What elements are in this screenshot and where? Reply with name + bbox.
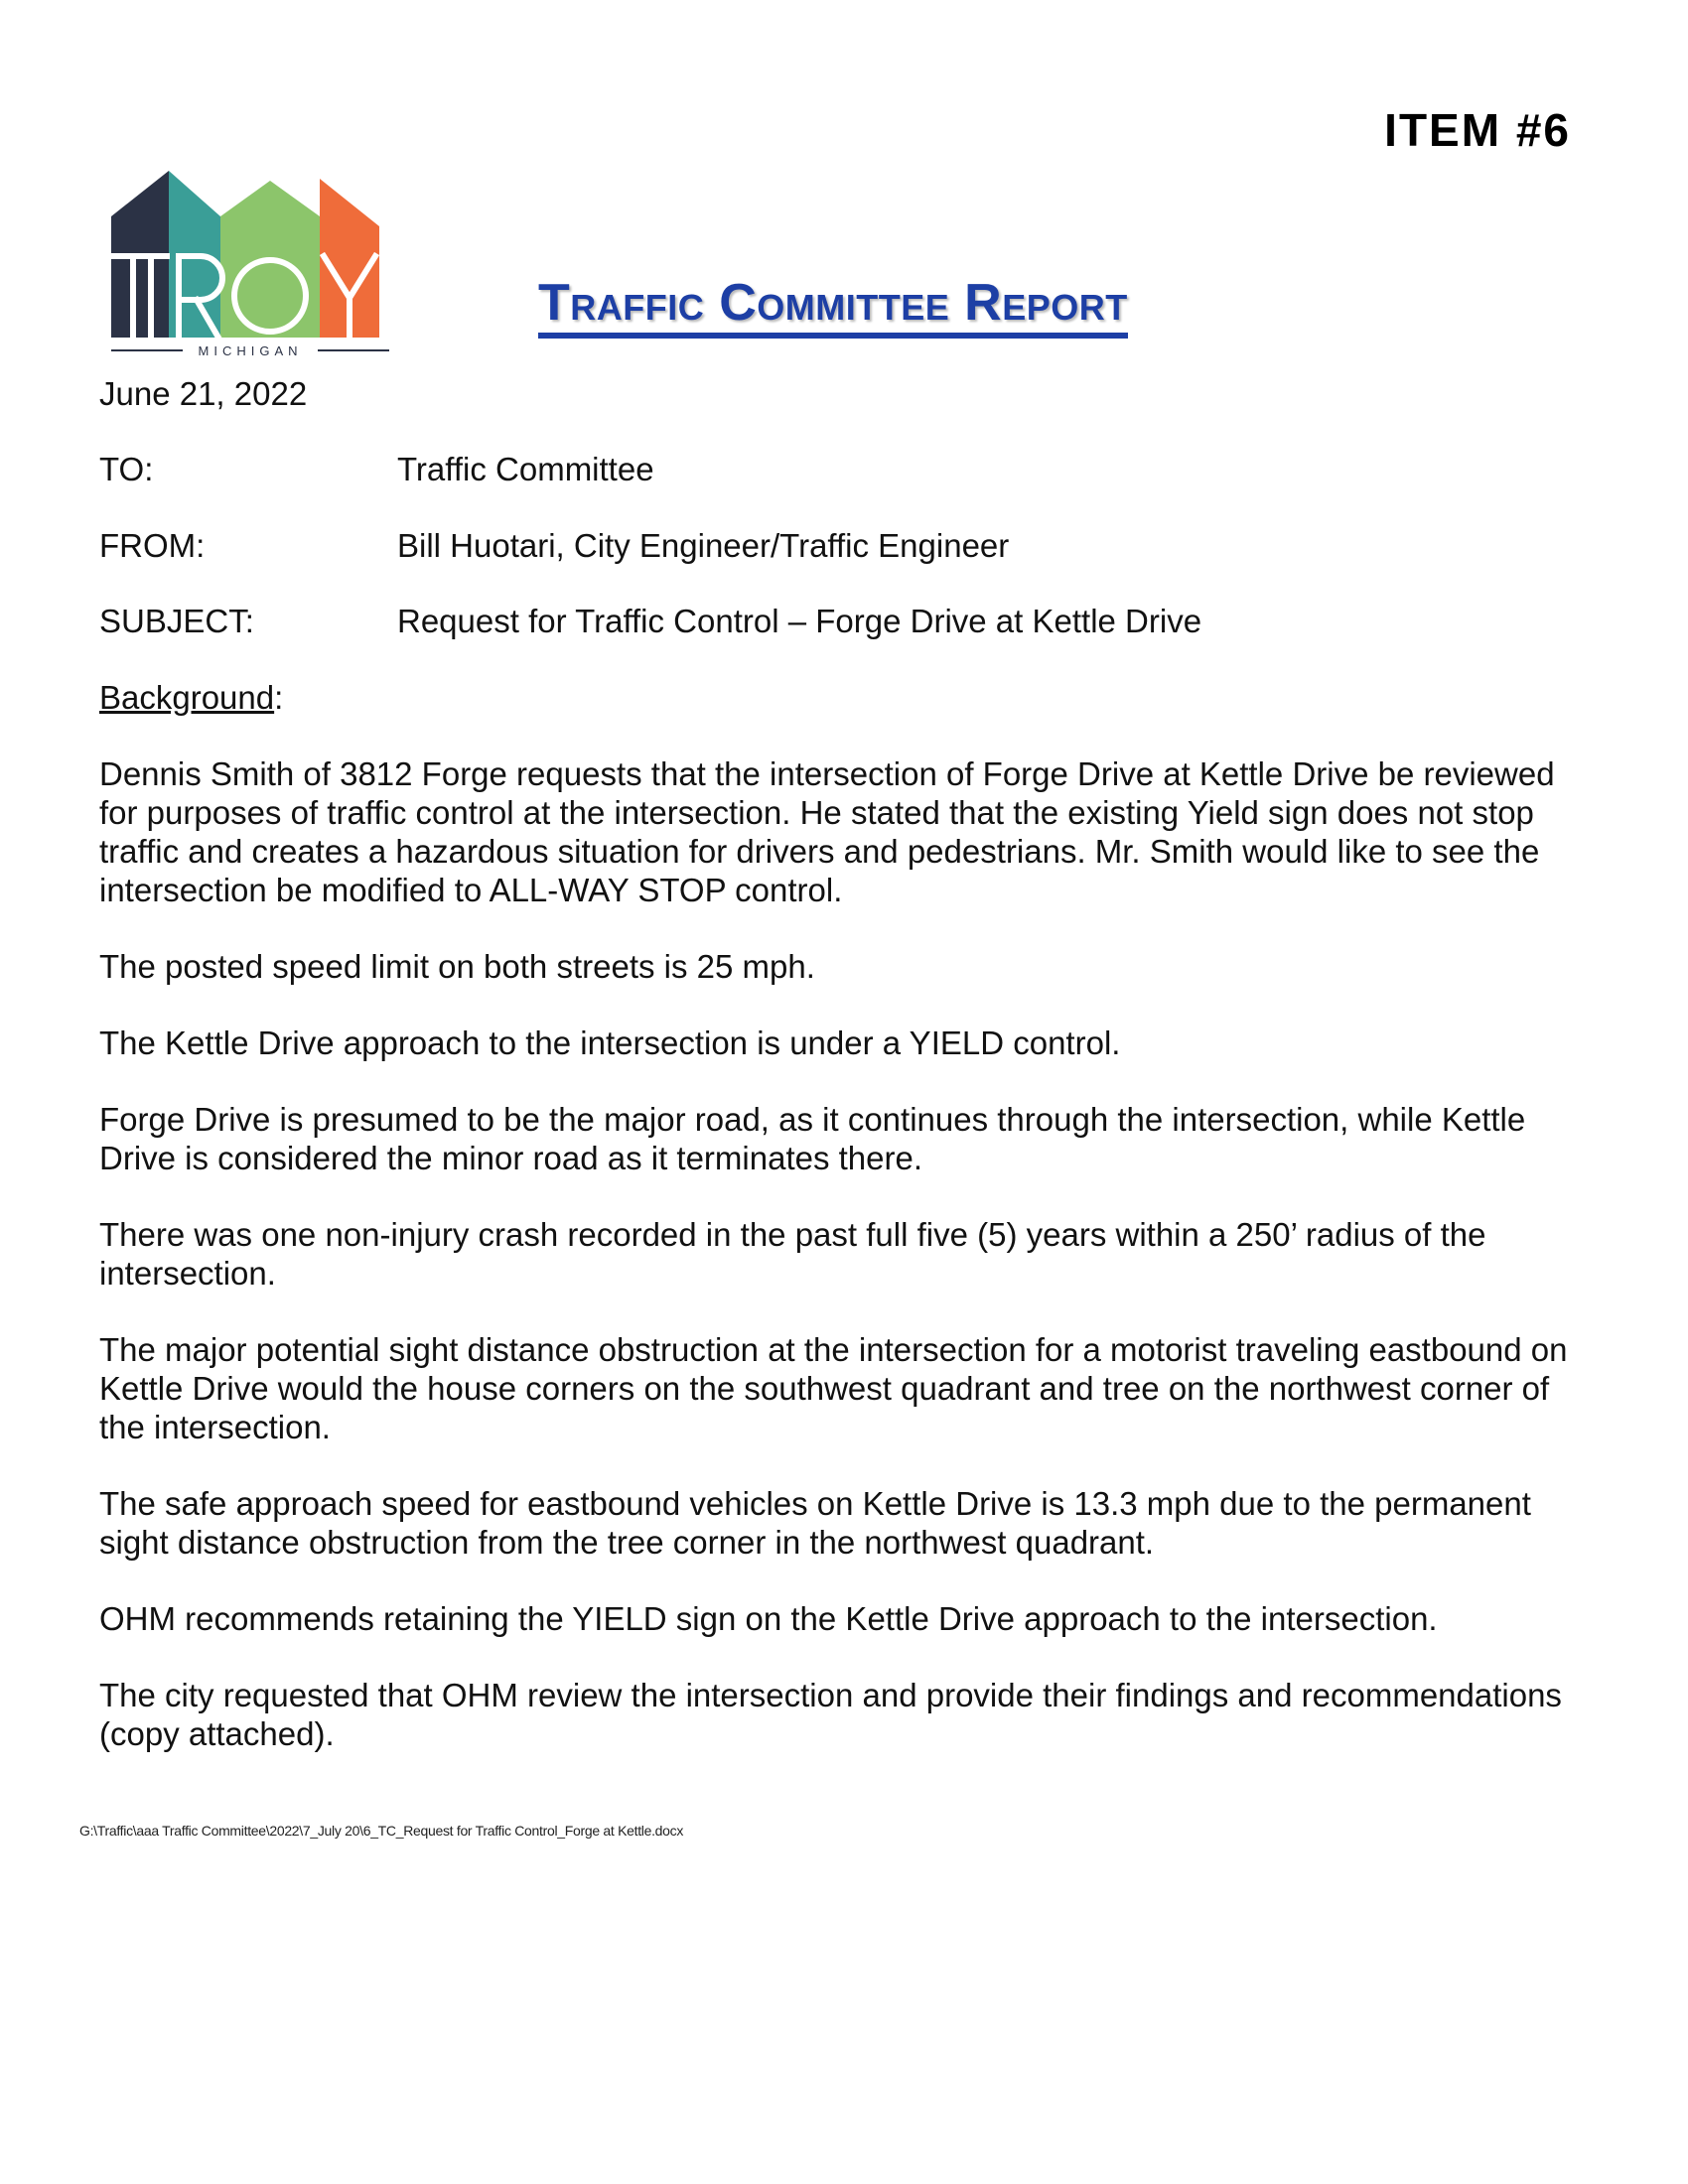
paragraph-ohm-review: The city requested that OHM review the intersection and provide their findings and recommendations (copy attached). — [99, 1677, 1562, 1752]
logo-subtitle: MICHIGAN — [198, 343, 303, 357]
paragraph-crash-history: There was one non-injury crash recorded in the past full five (5) years within a 250’ radius of the intersection. — [99, 1216, 1486, 1292]
paragraph-major-road: Forge Drive is presumed to be the major road, as it continues through the intersection, while Kettle Drive is considered the minor road as it terminates there. — [99, 1101, 1526, 1176]
paragraph-safe-speed: The safe approach speed for eastbound vehicles on Kettle Drive is 13.3 mph due to the permanent sight distance obstruction from the tree corner in the northwest quadrant. — [99, 1485, 1531, 1561]
memo-to-value: Traffic Committee — [397, 451, 654, 487]
paragraph-speed-limit: The posted speed limit on both streets is 25 mph. — [99, 948, 815, 985]
paragraph-yield-control: The Kettle Drive approach to the intersection is under a YIELD control. — [99, 1024, 1121, 1061]
paragraph-request: Dennis Smith of 3812 Forge requests that the intersection of Forge Drive at Kettle Drive be reviewed for purposes of traffic control at the intersection. He stated that the existing Yield sign does not stop traffic and creates a hazardous situation for drivers and pedestrians. Mr. Smith would like to see the intersection be modified to ALL-WAY STOP control. — [99, 755, 1555, 908]
item-number: ITEM #6 — [1384, 104, 1571, 156]
memo-from-label: FROM: — [99, 527, 206, 564]
report-title: Traffic Committee Report — [538, 276, 1128, 339]
paragraph-recommendation: OHM recommends retaining the YIELD sign on the Kettle Drive approach to the intersection. — [99, 1600, 1438, 1637]
memo-subject-value: Request for Traffic Control – Forge Drive at Kettle Drive — [397, 603, 1202, 639]
troy-michigan-logo — [111, 169, 389, 357]
file-path-footer: G:\Traffic\aaa Traffic Committee\2022\7_July 20\6_TC_Request for Traffic Control_Forge at Kettle.docx — [79, 1823, 684, 1839]
memo-from-value: Bill Huotari, City Engineer/Traffic Engineer — [397, 527, 1010, 564]
background-heading-text: Background — [99, 679, 275, 716]
background-body — [99, 754, 1589, 1791]
paragraph-sight-obstruction: The major potential sight distance obstruction at the intersection for a motorist traveling eastbound on Kettle Drive would the house corners on the southwest quadrant and tree on the northwest corner of the intersection. — [99, 1331, 1568, 1445]
memo-to-label: TO: — [99, 451, 154, 487]
background-heading: Background: — [99, 679, 284, 716]
memo-subject-label: SUBJECT: — [99, 603, 254, 639]
memo-date: June 21, 2022 — [99, 375, 308, 412]
